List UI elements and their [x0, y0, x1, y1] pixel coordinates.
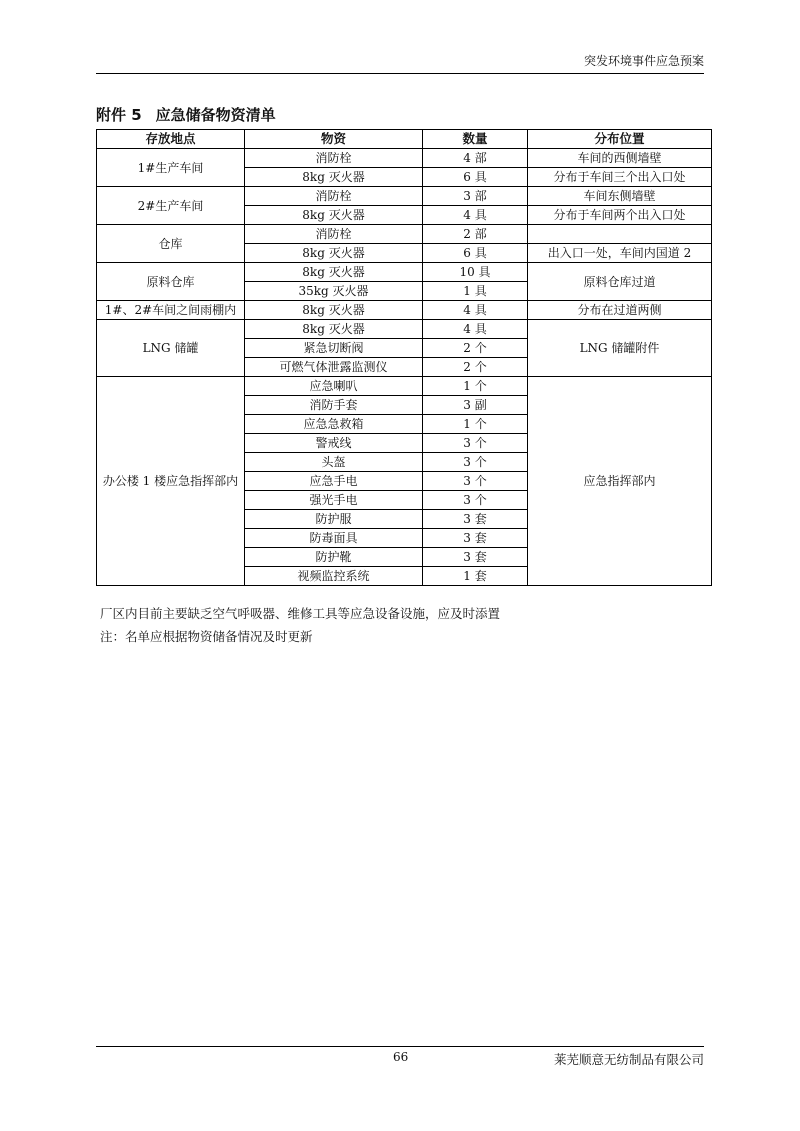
- company-name: 莱芜顺意无纺制品有限公司: [553, 1052, 704, 1067]
- item-cell: 8kg 灭火器: [245, 301, 423, 320]
- item-cell: 紧急切断阀: [245, 339, 423, 358]
- item-cell: 强光手电: [245, 491, 423, 510]
- note-shortage: 厂区内目前主要缺乏空气呼吸器、维修工具等应急设备设施，应及时添置: [100, 606, 501, 621]
- header-divider: [96, 73, 704, 74]
- page-number: 66: [393, 1050, 409, 1064]
- quantity-cell: 1 个: [423, 415, 528, 434]
- location-cell: 1#、2#车间之间雨棚内: [97, 301, 245, 320]
- position-cell: 车间的西侧墙壁: [528, 149, 712, 168]
- quantity-cell: 3 套: [423, 529, 528, 548]
- quantity-cell: 4 具: [423, 206, 528, 225]
- quantity-cell: 3 个: [423, 453, 528, 472]
- column-header: 分布位置: [528, 130, 712, 149]
- item-cell: 防护靴: [245, 548, 423, 567]
- quantity-cell: 4 具: [423, 320, 528, 339]
- quantity-cell: 2 部: [423, 225, 528, 244]
- item-cell: 消防栓: [245, 187, 423, 206]
- item-cell: 8kg 灭火器: [245, 168, 423, 187]
- column-header: 物资: [245, 130, 423, 149]
- item-cell: 35kg 灭火器: [245, 282, 423, 301]
- table-row: [97, 149, 712, 168]
- item-cell: 可燃气体泄露监测仪: [245, 358, 423, 377]
- table-row: [97, 301, 712, 320]
- item-cell: 8kg 灭火器: [245, 320, 423, 339]
- table-row: [97, 225, 712, 244]
- quantity-cell: 3 个: [423, 434, 528, 453]
- item-cell: 警戒线: [245, 434, 423, 453]
- item-cell: 头盔: [245, 453, 423, 472]
- position-cell: 分布于车间三个出入口处: [528, 168, 712, 187]
- position-cell: 分布在过道两侧: [528, 301, 712, 320]
- position-cell: [528, 225, 712, 244]
- position-cell: 出入口一处，车间内国道 2: [528, 244, 712, 263]
- quantity-cell: 3 个: [423, 472, 528, 491]
- item-cell: 8kg 灭火器: [245, 244, 423, 263]
- table-header-row: [97, 130, 712, 149]
- position-cell: 应急指挥部内: [528, 377, 712, 586]
- location-cell: 仓库: [97, 225, 245, 263]
- location-cell: 1#生产车间: [97, 149, 245, 187]
- item-cell: 消防栓: [245, 149, 423, 168]
- item-cell: 8kg 灭火器: [245, 206, 423, 225]
- table-row: [97, 320, 712, 339]
- section-label: 附件 5: [96, 106, 142, 124]
- item-cell: 防毒面具: [245, 529, 423, 548]
- quantity-cell: 1 具: [423, 282, 528, 301]
- quantity-cell: 3 个: [423, 491, 528, 510]
- item-cell: 消防栓: [245, 225, 423, 244]
- footer-divider: [96, 1046, 704, 1047]
- quantity-cell: 1 套: [423, 567, 528, 586]
- item-cell: 8kg 灭火器: [245, 263, 423, 282]
- item-cell: 应急喇叭: [245, 377, 423, 396]
- table-row: [97, 187, 712, 206]
- quantity-cell: 2 个: [423, 358, 528, 377]
- item-cell: 应急急救箱: [245, 415, 423, 434]
- header-title: 突发环境事件应急预案: [583, 54, 704, 68]
- position-cell: 分布于车间两个出入口处: [528, 206, 712, 225]
- quantity-cell: 1 个: [423, 377, 528, 396]
- section-title: [96, 104, 276, 125]
- item-cell: 视频监控系统: [245, 567, 423, 586]
- note-update: 注：名单应根据物资储备情况及时更新: [100, 629, 313, 644]
- table-row: [97, 377, 712, 396]
- location-cell: 原料仓库: [97, 263, 245, 301]
- position-cell: 原料仓库过道: [528, 263, 712, 301]
- location-cell: 2#生产车间: [97, 187, 245, 225]
- supplies-table: [96, 129, 712, 586]
- quantity-cell: 6 具: [423, 244, 528, 263]
- quantity-cell: 3 套: [423, 510, 528, 529]
- column-header: 数量: [423, 130, 528, 149]
- quantity-cell: 3 副: [423, 396, 528, 415]
- item-cell: 防护服: [245, 510, 423, 529]
- item-cell: 消防手套: [245, 396, 423, 415]
- location-cell: 办公楼 1 楼应急指挥部内: [97, 377, 245, 586]
- quantity-cell: 3 部: [423, 187, 528, 206]
- quantity-cell: 3 套: [423, 548, 528, 567]
- section-heading: 应急储备物资清单: [155, 106, 276, 124]
- column-header: 存放地点: [97, 130, 245, 149]
- quantity-cell: 4 部: [423, 149, 528, 168]
- quantity-cell: 6 具: [423, 168, 528, 187]
- position-cell: LNG 储罐附件: [528, 320, 712, 377]
- table-row: [97, 263, 712, 282]
- quantity-cell: 2 个: [423, 339, 528, 358]
- quantity-cell: 10 具: [423, 263, 528, 282]
- position-cell: 车间东侧墙壁: [528, 187, 712, 206]
- quantity-cell: 4 具: [423, 301, 528, 320]
- location-cell: LNG 储罐: [97, 320, 245, 377]
- item-cell: 应急手电: [245, 472, 423, 491]
